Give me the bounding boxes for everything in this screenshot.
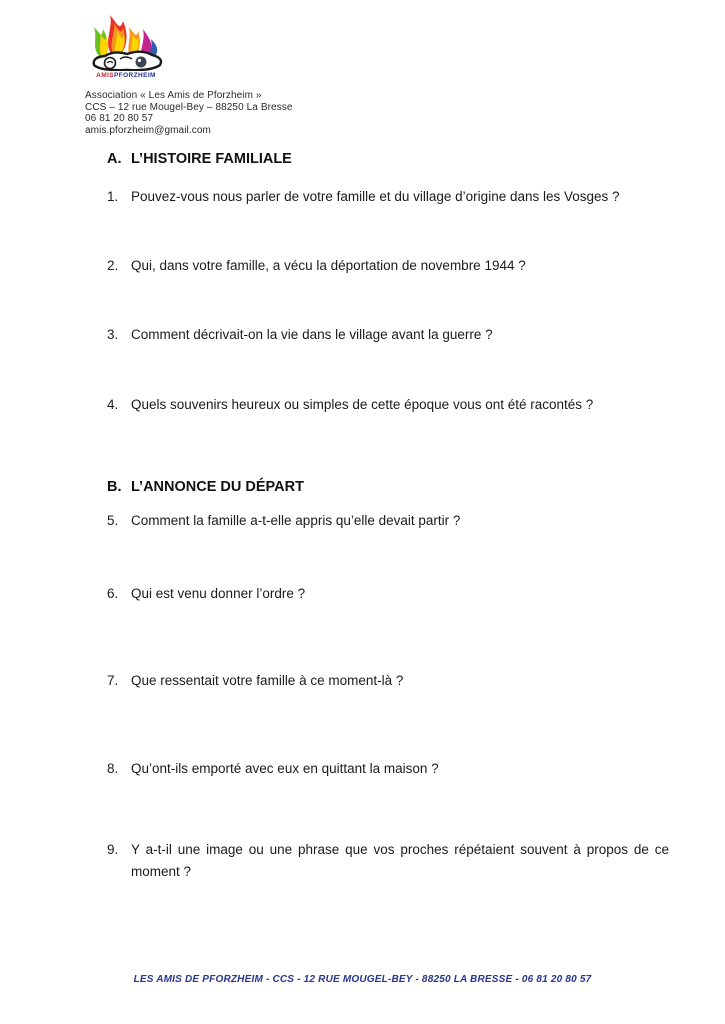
section-heading-a — [107, 148, 667, 170]
question-number: 6. — [107, 586, 119, 601]
question-number: 7. — [107, 673, 119, 688]
logo-caption-pforzheim: PFORZHEIM — [113, 72, 156, 79]
logo-caption — [86, 72, 166, 79]
question-text: Quels souvenirs heureux ou simples de cette époque vous ont été racontés ? — [131, 397, 594, 412]
question-text: Comment décrivait-on la vie dans le village avant la guerre ? — [131, 327, 493, 342]
org-name-line: Association « Les Amis de Pforzheim » — [85, 90, 262, 101]
question-number: 9. — [107, 842, 119, 857]
question-text: Pouvez-vous nous parler de votre famille et du village d’origine dans les Vosges ? — [131, 189, 620, 204]
question-6 — [107, 583, 669, 605]
question-number: 4. — [107, 397, 119, 412]
question-number: 3. — [107, 327, 119, 342]
question-text: Y a-t-il une image ou une phrase que vos proches répétaient souvent à propos de ce moment ? — [131, 842, 669, 879]
logo-caption-amis: AMIS — [96, 72, 114, 79]
question-3 — [107, 324, 669, 346]
org-address-line: CCS – 12 rue Mougel-Bey – 88250 La Bresse — [85, 101, 293, 113]
question-text: Que ressentait votre famille à ce moment-là ? — [131, 673, 404, 688]
question-8 — [107, 758, 669, 780]
org-email-line: amis.pforzheim@gmail.com — [85, 124, 211, 136]
footer-line: LES AMIS DE PFORZHEIM - CCS - 12 RUE MOUGEL-BEY - 88250 LA BRESSE - 06 81 20 80 57 — [133, 974, 592, 985]
question-number: 2. — [107, 258, 119, 273]
question-5 — [107, 510, 669, 532]
question-text: Qu’ont-ils emporté avec eux en quittant la maison ? — [131, 761, 439, 776]
question-4 — [107, 394, 669, 416]
flame-logo-icon — [86, 13, 166, 71]
question-number: 5. — [107, 513, 119, 528]
org-phone-line: 06 81 20 80 57 — [85, 113, 154, 124]
question-text: Qui est venu donner l’ordre ? — [131, 586, 306, 601]
question-2 — [107, 255, 669, 277]
question-text: Qui, dans votre famille, a vécu la déportation de novembre 1944 ? — [131, 258, 526, 273]
section-heading-b — [107, 476, 667, 498]
section-label: A. — [107, 151, 122, 167]
question-text: Comment la famille a-t-elle appris qu’elle devait partir ? — [131, 513, 461, 528]
question-7 — [107, 670, 669, 692]
section-title: L’ANNONCE DU DÉPART — [131, 479, 304, 495]
question-9 — [107, 839, 669, 883]
question-number: 8. — [107, 761, 119, 776]
question-number: 1. — [107, 189, 119, 204]
org-contact-block — [85, 90, 293, 136]
section-label: B. — [107, 479, 122, 495]
section-title: L’HISTOIRE FAMILIALE — [131, 151, 292, 167]
association-logo — [86, 13, 176, 79]
question-1 — [107, 186, 669, 208]
